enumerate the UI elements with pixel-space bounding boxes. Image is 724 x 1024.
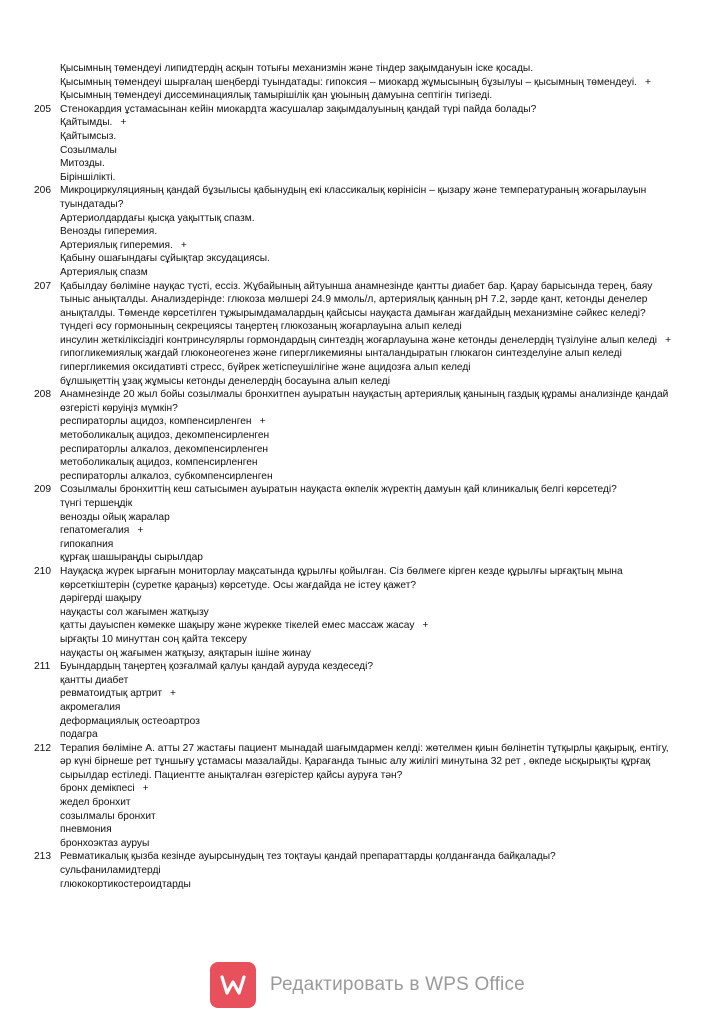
answer-option bbox=[34, 647, 674, 661]
answer-option-text: метоболикалық ацидоз, декомпенсирленген bbox=[60, 430, 270, 442]
question-number: 210 bbox=[34, 565, 51, 577]
answer-option-text: Артериялық гиперемия. bbox=[60, 239, 173, 251]
question-number: 208 bbox=[34, 389, 51, 401]
question-row bbox=[34, 742, 674, 783]
question-number: 212 bbox=[34, 742, 51, 754]
answer-option-text: респираторлы алкалоз, субкомпенсирленген bbox=[60, 470, 273, 482]
answer-option-text: гипогликемиялық жағдай глюконеогенез және гипергликемияны ынталандыратын глюкагон синтезделуіне алып келеді bbox=[60, 348, 622, 360]
answer-option bbox=[34, 606, 674, 620]
answer-option bbox=[34, 878, 674, 892]
answer-option-text: сульфаниламидтерді bbox=[60, 865, 161, 877]
answer-option bbox=[34, 225, 674, 239]
answer-option-text: Созылмалы bbox=[60, 144, 117, 156]
correct-answer-mark: + bbox=[142, 783, 149, 795]
answer-option-text: венозды ойық жаралар bbox=[60, 511, 170, 523]
answer-option bbox=[34, 524, 674, 538]
answer-option-text: Қабыну ошағындағы сұйықтар эксудациясы. bbox=[60, 253, 270, 265]
answer-option-text: түндегі өсу гормонының секрециясы таңертең глюкозаның жоғарлауына алып келеді bbox=[60, 321, 462, 333]
correct-answer-mark: + bbox=[180, 239, 187, 251]
answer-option-text: Митозды. bbox=[60, 158, 105, 170]
intro-line-text: Қысымның төмендеуі шырғалаң шеңберді туындатады: гипоксия – миокард жұмысының бұзылуы – қысымның төмендеуі. bbox=[60, 76, 637, 88]
question-row bbox=[34, 483, 674, 497]
answer-option-text: Біріншілікті. bbox=[60, 171, 116, 183]
answer-option-text: науқасты сол жағымен жатқызу bbox=[60, 606, 209, 618]
answer-option bbox=[34, 144, 674, 158]
answer-option bbox=[34, 497, 674, 511]
answer-option-text: бронхоэктаз ауруы bbox=[60, 837, 150, 849]
answer-option-text: дәрігерді шақыру bbox=[60, 593, 142, 605]
answer-option-text: инсулин жеткіліксіздігі контринсулярлы гормондардың синтездің жоғарлауына және кетонды денелердің түзілуіне алып келеді bbox=[60, 334, 658, 346]
answer-option-text: түнгі тершеңдік bbox=[60, 498, 133, 509]
answer-option bbox=[34, 810, 674, 824]
answer-option bbox=[34, 334, 674, 348]
question-number: 207 bbox=[34, 280, 51, 292]
answer-option bbox=[34, 864, 674, 878]
answer-option bbox=[34, 171, 674, 185]
answer-option bbox=[34, 375, 674, 389]
answer-option-text: бронх демікпесі bbox=[60, 783, 135, 795]
answer-option bbox=[34, 782, 674, 796]
question-row bbox=[34, 660, 674, 674]
answer-option bbox=[34, 619, 674, 633]
wps-edit-label[interactable]: Редактировать в WPS Office bbox=[270, 974, 525, 995]
answer-option bbox=[34, 674, 674, 688]
answer-option-text: Артериялық спазм bbox=[60, 266, 148, 278]
question-text: Буындардың таңертең қозғалмай қалуы қандай ауруда кездеседі? bbox=[60, 661, 374, 673]
answer-option-text: глюкокортикостероидтарды bbox=[60, 878, 191, 890]
answer-option-text: респираторлы алкалоз, декомпенсирленген bbox=[60, 443, 269, 455]
answer-option-text: қантты диабет bbox=[60, 674, 129, 686]
question-block bbox=[34, 184, 674, 279]
question-number: 209 bbox=[34, 484, 51, 496]
question-number: 205 bbox=[34, 103, 51, 115]
intro-line bbox=[34, 89, 674, 103]
question-block bbox=[34, 565, 674, 660]
answer-option bbox=[34, 320, 674, 334]
answer-option-text: бұлшықеттің ұзақ жұмысы кетонды денелердің босауына алып келеді bbox=[60, 375, 390, 387]
answer-option bbox=[34, 837, 674, 851]
answer-option bbox=[34, 157, 674, 171]
answer-option-text: акромегалия bbox=[60, 701, 121, 713]
answer-option-text: гепатомегалия bbox=[60, 525, 130, 537]
question-text: Терапия бөліміне А. атты 27 жастағы пациент мынадай шағымдармен келді: жөтелмен қиын бөлінетін тұтқырлы қақырық, ентігу, әр күні бірнеше рет тұншығу ұстамасы мазалайды. Қарағанда тыныс алу жиілігі минутына 32 рет , өкпеде ысқырықты құрғақ сырылдар естіледі. Пациентте анықталған өзгерістер қайсы ауруға тән? bbox=[60, 742, 669, 781]
question-text: Созылмалы бронхиттің кеш сатысымен ауыратын науқаста өкпелік жүректің дамуын қай клиникалық белгі көрсетеді? bbox=[60, 484, 617, 496]
answer-option-text: ырғақты 10 минуттан соң қайта тексеру bbox=[60, 633, 247, 645]
question-row bbox=[34, 280, 674, 321]
question-block bbox=[34, 103, 674, 185]
answer-option bbox=[34, 239, 674, 253]
wps-logo-icon[interactable] bbox=[210, 962, 256, 1008]
questions-list bbox=[34, 103, 674, 891]
question-text: Науқасқа жүрек ырғағын мониторлау мақсатында құрылғы қойылған. Сіз бөлмеге кірген кезде құрылғы ырғақтың мына көрсеткіштерін (суретке қараңыз) көрсетуде. Осы жағдайда не істеу қажет? bbox=[60, 565, 623, 591]
correct-answer-mark: + bbox=[259, 416, 266, 428]
question-block bbox=[34, 742, 674, 851]
answer-option bbox=[34, 361, 674, 375]
answer-option bbox=[34, 511, 674, 525]
answer-option-text: жедел бронхит bbox=[60, 797, 131, 809]
correct-answer-mark: + bbox=[422, 620, 429, 632]
answer-option bbox=[34, 728, 674, 742]
answer-option-text: Венозды гиперемия. bbox=[60, 226, 158, 238]
question-block bbox=[34, 850, 674, 891]
answer-option bbox=[34, 796, 674, 810]
question-row bbox=[34, 850, 674, 864]
correct-answer-mark: + bbox=[120, 117, 127, 129]
question-row bbox=[34, 103, 674, 117]
answer-option bbox=[34, 347, 674, 361]
question-text: Микроциркуляцияның қандай бұзылысы қабынудың екі классикалық көрінісін – қызару және температураның жоғарылауын туындатады? bbox=[60, 185, 647, 210]
answer-option bbox=[34, 252, 674, 266]
answer-option-text: пневмония bbox=[60, 824, 112, 836]
answer-option-text: подагра bbox=[60, 729, 98, 741]
question-block bbox=[34, 388, 674, 483]
answer-option bbox=[34, 415, 674, 429]
correct-answer-mark: + bbox=[137, 525, 144, 537]
answer-option bbox=[34, 443, 674, 457]
document-page bbox=[34, 62, 674, 891]
answer-option-text: гипокапния bbox=[60, 538, 114, 550]
intro-line bbox=[34, 62, 674, 76]
intro-line bbox=[34, 76, 674, 90]
answer-option bbox=[34, 701, 674, 715]
answer-option bbox=[34, 456, 674, 470]
intro-line-text: Қысымның төмендеуі липидтердің асқын тотығы механизмін және тіндер зақымдануын іске қосады. bbox=[60, 63, 534, 74]
intro-section bbox=[34, 62, 674, 103]
question-row bbox=[34, 388, 674, 415]
answer-option-text: созылмалы бронхит bbox=[60, 810, 156, 822]
answer-option bbox=[34, 116, 674, 130]
answer-option bbox=[34, 633, 674, 647]
answer-option-text: құрғақ шашыраңды сырылдар bbox=[60, 552, 203, 564]
wps-edit-banner[interactable] bbox=[210, 962, 540, 1008]
answer-option bbox=[34, 823, 674, 837]
question-text: Ревматикалық қызба кезінде ауырсынудың тез тоқтауы қандай препараттарды қолданғанда байқалады? bbox=[60, 851, 556, 863]
question-block bbox=[34, 483, 674, 565]
question-row bbox=[34, 565, 674, 592]
answer-option bbox=[34, 130, 674, 144]
answer-option-text: деформациялық остеоартроз bbox=[60, 715, 200, 727]
answer-option bbox=[34, 470, 674, 484]
answer-option-text: қатты дауыспен көмекке шақыру және жүрекке тікелей емес массаж жасау bbox=[60, 620, 415, 632]
answer-option-text: метоболикалық ацидоз, компенсирленген bbox=[60, 457, 258, 469]
answer-option bbox=[34, 592, 674, 606]
answer-option bbox=[34, 687, 674, 701]
answer-option bbox=[34, 715, 674, 729]
question-text: Қабылдау бөліміне науқас түсті, ессіз. Жұбайының айтуынша анамнезінде қантты диабет бар. Қарау барысында терең, баяу тыныс анықталды. Анализдерінде: глюкоза мөлшері 24.9 ммоль/л, артериялық қанның рН 7.2, зәрде қант, кетонды денелер анықталды. Төменде көрсетілген тұжырымдамалардың қайсысы науқаста дамыған жағдайдың механизміне сәйкес келеді? bbox=[60, 280, 653, 319]
question-number: 206 bbox=[34, 185, 51, 197]
answer-option bbox=[34, 538, 674, 552]
answer-option-text: Қайтымсыз. bbox=[60, 130, 117, 142]
answer-option bbox=[34, 551, 674, 565]
question-block bbox=[34, 660, 674, 742]
answer-option bbox=[34, 212, 674, 226]
correct-answer-mark: + bbox=[644, 76, 651, 88]
answer-option-text: науқасты оң жағымен жатқызу, аяқтарын ішіне жинау bbox=[60, 647, 311, 659]
question-block bbox=[34, 280, 674, 389]
question-text: Анамнезінде 20 жыл бойы созылмалы бронхитпен ауыратын науқастың артериялық қанының газдық құрамы анализінде қандай өзгерісті көруіңіз мүмкін? bbox=[60, 389, 669, 414]
correct-answer-mark: + bbox=[170, 688, 176, 700]
answer-option-text: гипергликемия оксидативті стресс, бүйрек жетіспеушілігіне және ацидозға алып келеді bbox=[60, 362, 471, 374]
answer-option-text: респираторлы ацидоз, компенсирленген bbox=[60, 416, 252, 428]
question-text: Стенокардия ұстамасынан кейін миокардта жасушалар зақымдалуының қандай түрі пайда болады? bbox=[60, 103, 537, 115]
answer-option-text: Артериолдардағы қысқа уақыттық спазм. bbox=[60, 212, 255, 224]
answer-option-text: Қайтымды. bbox=[60, 117, 113, 129]
answer-option bbox=[34, 266, 674, 280]
correct-answer-mark: + bbox=[665, 334, 672, 346]
intro-line-text: Қысымның төмендеуі диссеминациялық тамырішілік қан ұюының дамуына септігін тигізеді. bbox=[60, 90, 493, 102]
answer-option bbox=[34, 429, 674, 443]
question-row bbox=[34, 184, 674, 211]
answer-option-text: ревматоидтық артрит bbox=[60, 688, 162, 700]
wps-w-icon bbox=[218, 970, 248, 1000]
question-number: 213 bbox=[34, 851, 51, 863]
question-number: 211 bbox=[34, 661, 51, 673]
